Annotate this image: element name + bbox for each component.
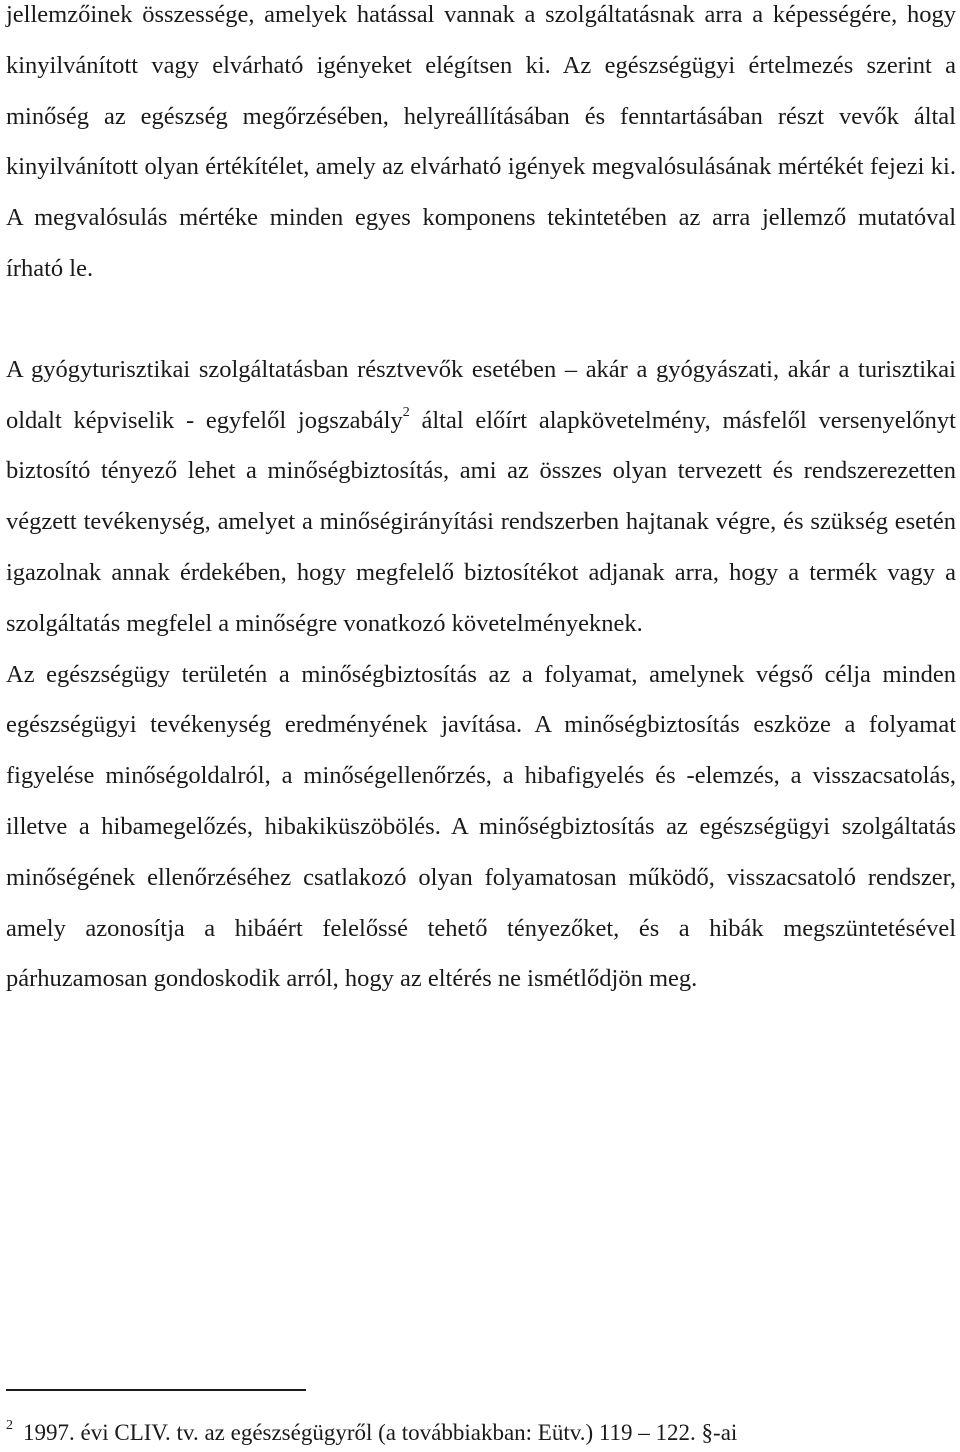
paragraph-health-tourism-quality-assurance: [6, 345, 956, 650]
footnote-text: 1997. évi CLIV. tv. az egészségügyről (a továbbiakban: Eütv.) 119 – 122. §-ai: [23, 1420, 738, 1445]
paragraph-healthcare-quality-assurance: Az egészségügy területén a minőségbiztosítás az a folyamat, amelynek végső célja minden egészségügyi tevékenység eredményének javítása. A minőségbiztosítás eszköze a folyamat figyelése minőségoldalról, a minőségellenőrzés, a hibafigyelés és -elemzés, a visszacsatolás, illetve a hibamegelőzés, hibakiküszöbölés. A minőségbiztosítás az egészségügyi szolgáltatás minőségének ellenőrzéséhez csatlakozó olyan folyamatosan működő, visszacsatoló rendszer, amely azonosítja a hibáért felelőssé tehető tényezőket, és a hibák megszüntetésével párhuzamosan gondoskodik arról, hogy az eltérés ne ismétlődjön meg.: [6, 660, 956, 993]
footnote-separator: [6, 1389, 306, 1391]
paragraph-quality-definition: jellemzőinek összessége, amelyek hatással vannak a szolgáltatásnak arra a képességére, hogy kinyilvánított vagy elvárható igényeket elégítsen ki. Az egészségügyi értelmezés szerint a minőség az egészség megőrzésében, helyreállításában és fenntartásában részt vevők által kinyilvánított olyan értékítélet, amely az elvárható igények megvalósulásának mértékét fejezi ki. A megvalósulás mértéke minden egyes komponens tekintetében az arra jellemző mutatóval írható le.: [6, 1, 956, 282]
footnote-number: 2: [6, 1418, 13, 1434]
footnote-reference[interactable]: 2: [402, 405, 410, 421]
footnote: [6, 1418, 737, 1448]
document-page: [6, 0, 956, 1005]
paragraph-text-end: által előírt alapkövetelmény, másfelől versenyelőnyt biztosító tényező lehet a minőségbiztosítás, ami az összes olyan tervezett és rendszerezetten végzett tevékenység, amelyet a minőségirányítási rendszerben hajtanak végre, és szükség esetén igazolnak annak érdekében, hogy megfelelő biztosítékot adjanak arra, hogy a termék vagy a szolgáltatás megfelel a minőségre vonatkozó követelményeknek.: [6, 406, 956, 637]
paragraph-text-start: A gyógyturisztikai szolgáltatásban résztvevők esetében – akár a gyógyászati, akár a turisztikai oldalt képviselik - egyfelől jogszabály: [6, 355, 956, 434]
